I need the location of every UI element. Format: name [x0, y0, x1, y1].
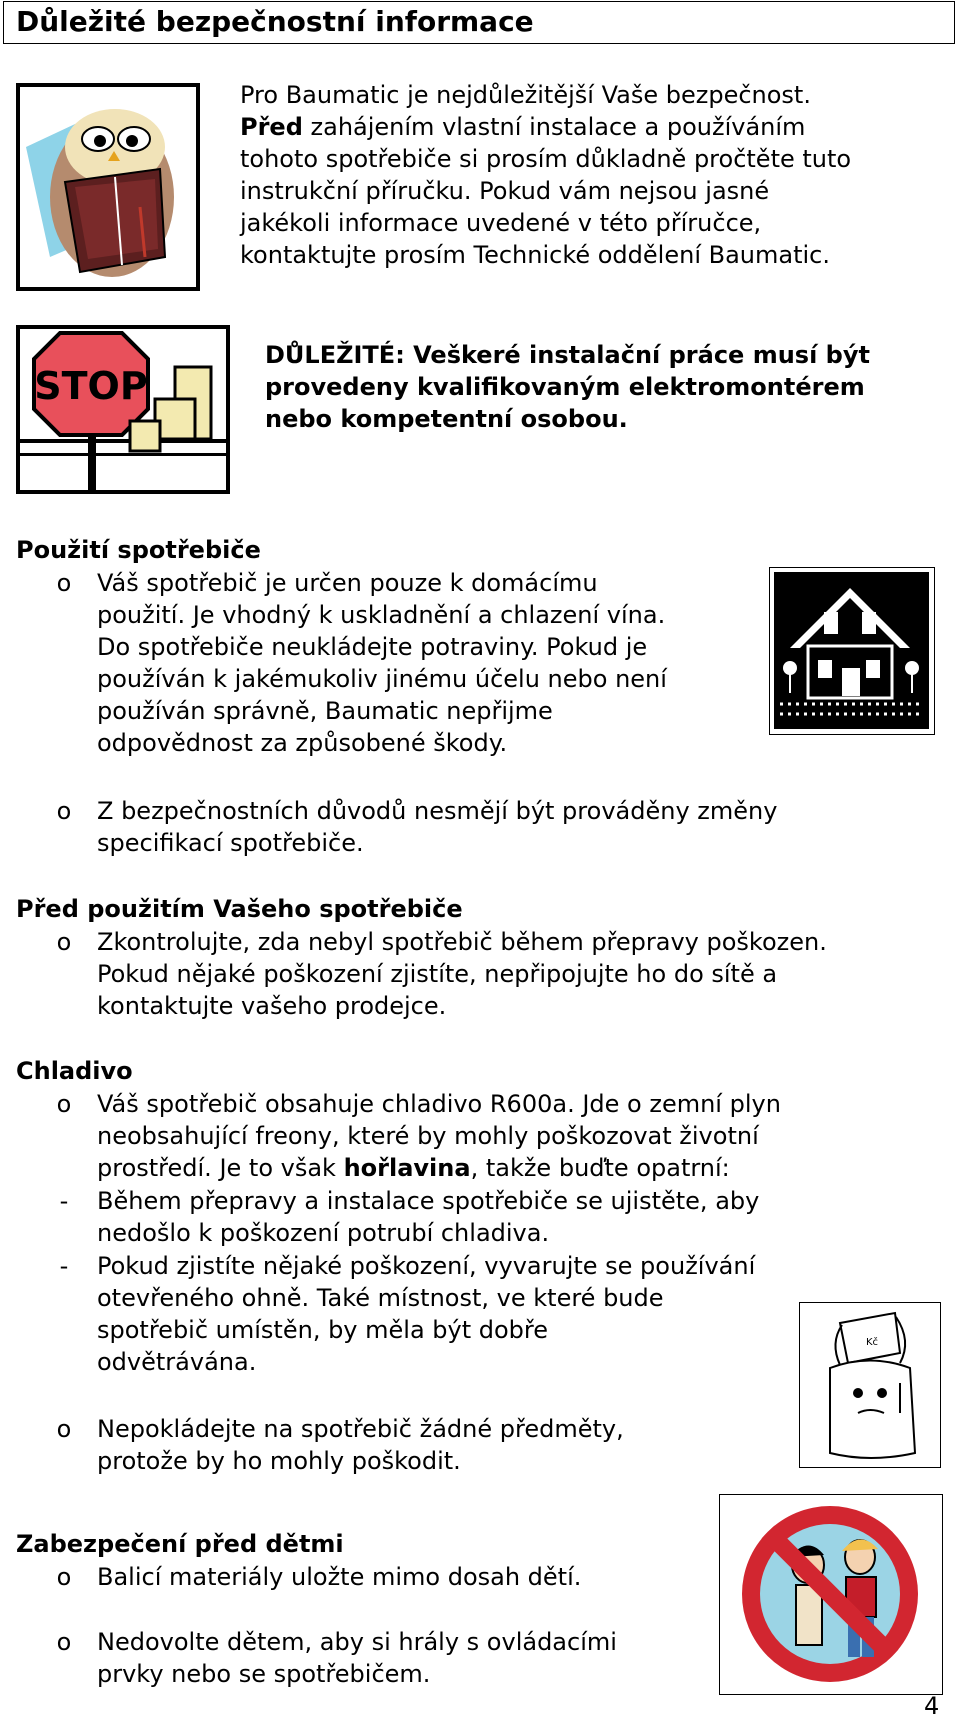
refrigerant-text: prostředí. Je to však — [97, 1154, 344, 1182]
intro-line: Pro Baumatic je nejdůležitější Vaše bezpečnost. — [240, 81, 811, 109]
stop-sign-icon — [20, 329, 226, 490]
fridge-with-box-icon — [800, 1303, 939, 1466]
page-number: 4 — [924, 1692, 940, 1720]
usage-line: použití. Je vhodný k uskladnění a chlazení vína. — [97, 601, 666, 629]
page-title: Důležité bezpečnostní informace — [16, 5, 534, 38]
bullet-marker: o — [56, 928, 72, 956]
bullet-marker: o — [56, 1628, 72, 1656]
owl-picture — [16, 83, 200, 291]
refrigerant-text: , takže buďte opatrní: — [470, 1154, 730, 1182]
refrigerant-line: odvětrávána. — [97, 1348, 257, 1376]
refrigerant-line: Pokud zjistíte nějaké poškození, vyvarujte se používání — [97, 1252, 756, 1280]
intro-line: instrukční příručku. Pokud vám nejsou jasné — [240, 177, 770, 205]
intro-line: jakékoli informace uvedené v této příručce, — [240, 209, 762, 237]
refrigerant-line: otevřeného ohně. Také místnost, ve které bude — [97, 1284, 664, 1312]
refrigerant-dash-2 — [97, 1250, 755, 1378]
intro-line: kontaktujte prosím Technické oddělení Baumatic. — [240, 241, 830, 269]
child-safety-bullet-2 — [97, 1626, 617, 1690]
intro-line — [240, 111, 851, 143]
intro-line-bold-word: Před — [240, 113, 303, 141]
refrigerant-line: Nepokládejte na spotřebič žádné předměty, — [97, 1415, 624, 1443]
usage-bullet-2 — [97, 795, 777, 859]
refrigerant-line: neobsahující freony, které by mohly poškozovat životní — [97, 1122, 759, 1150]
house-icon — [770, 568, 933, 733]
child-safety-line: prvky nebo se spotřebičem. — [97, 1660, 431, 1688]
section-heading-usage: Použití spotřebiče — [16, 536, 261, 564]
section-heading-before-use: Před použitím Vašeho spotřebiče — [16, 895, 463, 923]
important-paragraph — [265, 339, 870, 435]
refrigerant-dash-1 — [97, 1185, 759, 1249]
dash-marker: - — [59, 1252, 69, 1280]
dash-marker: - — [59, 1187, 69, 1215]
fridge-picture — [799, 1302, 941, 1468]
usage-line: používán k jakémukoliv jinému účelu nebo není — [97, 665, 667, 693]
refrigerant-line: nedošlo k poškození potrubí chladiva. — [97, 1219, 550, 1247]
house-picture — [769, 567, 935, 735]
usage-bullet-1 — [97, 567, 667, 759]
before-use-line: kontaktujte vašeho prodejce. — [97, 992, 447, 1020]
usage-line: Z bezpečnostních důvodů nesmějí být prováděny změny — [97, 797, 778, 825]
owl-reading-book-icon — [20, 87, 196, 287]
important-line: DŮLEŽITÉ: Veškeré instalační práce musí být — [265, 341, 870, 369]
stop-picture — [16, 325, 230, 494]
usage-line: Váš spotřebič je určen pouze k domácímu — [97, 569, 598, 597]
child-safety-line: Nedovolte dětem, aby si hrály s ovládacími — [97, 1628, 617, 1656]
before-use-line: Zkontrolujte, zda nebyl spotřebič během přepravy poškozen. — [97, 928, 827, 956]
intro-line-rest: zahájením vlastní instalace a používáním — [302, 113, 806, 141]
refrigerant-line: spotřebič umístěn, by měla být dobře — [97, 1316, 549, 1344]
before-use-bullet-1 — [97, 926, 827, 1022]
before-use-line: Pokud nějaké poškození zjistíte, nepřipojujte ho do sítě a — [97, 960, 778, 988]
refrigerant-bullet-1 — [97, 1088, 781, 1184]
flammable-word: hořlavina — [343, 1154, 471, 1182]
usage-line: specifikací spotřebiče. — [97, 829, 364, 857]
child-safety-bullet-1: Balicí materiály uložte mimo dosah dětí. — [97, 1563, 582, 1591]
bullet-marker: o — [56, 569, 72, 597]
refrigerant-line: protože by ho mohly poškodit. — [97, 1447, 461, 1475]
no-children-icon — [720, 1495, 941, 1693]
refrigerant-bullet-2 — [97, 1413, 624, 1477]
section-heading-child-safety: Zabezpečení před dětmi — [16, 1530, 344, 1558]
bullet-marker: o — [56, 1563, 72, 1591]
important-line: nebo kompetentní osobou. — [265, 405, 628, 433]
intro-paragraph — [240, 79, 851, 271]
refrigerant-line — [97, 1152, 781, 1184]
children-picture — [719, 1494, 943, 1695]
usage-line: odpovědnost za způsobené škody. — [97, 729, 508, 757]
refrigerant-line: Během přepravy a instalace spotřebiče se ujistěte, aby — [97, 1187, 760, 1215]
usage-line: používán správně, Baumatic nepřijme — [97, 697, 553, 725]
bullet-marker: o — [56, 1415, 72, 1443]
bullet-marker: o — [56, 797, 72, 825]
section-heading-refrigerant: Chladivo — [16, 1057, 133, 1085]
important-line: provedeny kvalifikovaným elektromontérem — [265, 373, 865, 401]
bullet-marker: o — [56, 1090, 72, 1118]
refrigerant-line: Váš spotřebič obsahuje chladivo R600a. Jde o zemní plyn — [97, 1090, 781, 1118]
intro-line: tohoto spotřebiče si prosím důkladně pročtěte tuto — [240, 145, 852, 173]
stop-sign-text: STOP — [34, 364, 148, 408]
svg-text:Kč: Kč — [865, 1337, 879, 1348]
usage-line: Do spotřebiče neukládejte potraviny. Pokud je — [97, 633, 648, 661]
